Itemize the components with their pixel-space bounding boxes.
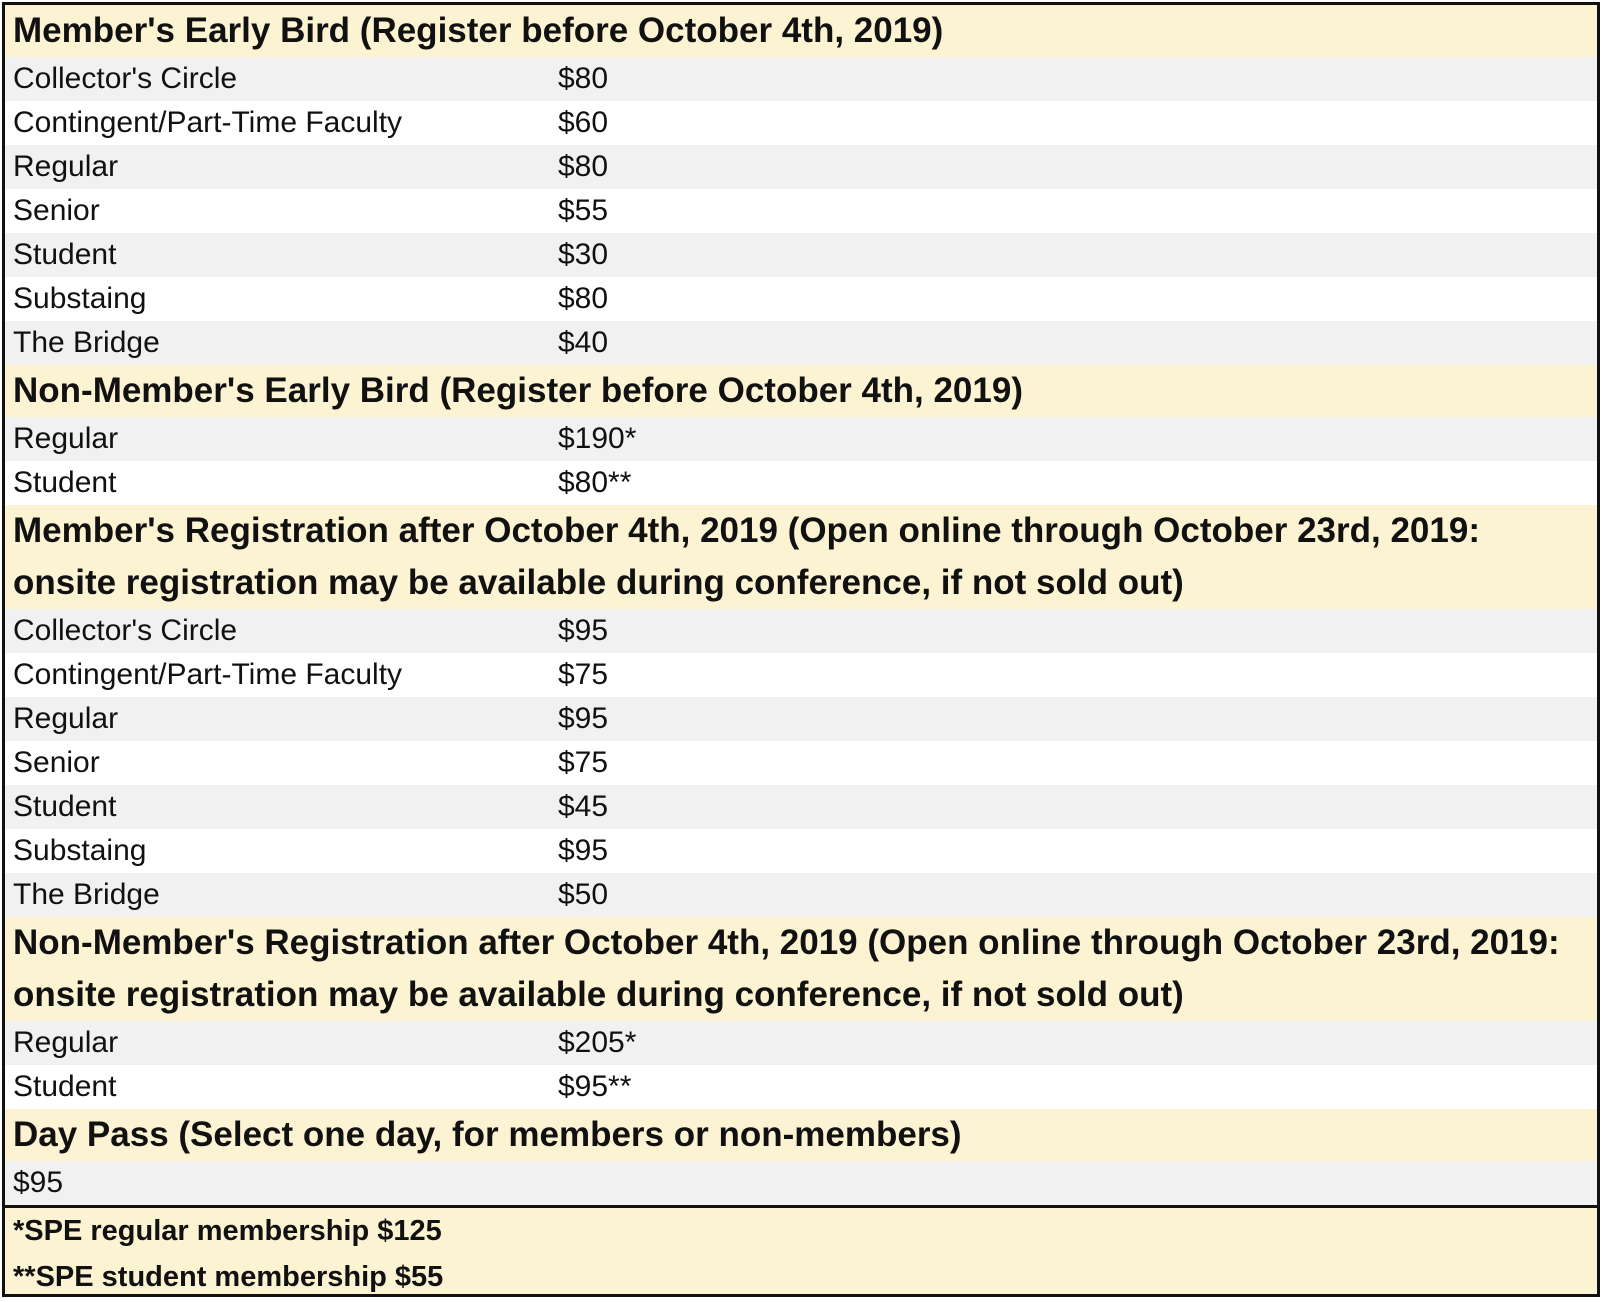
table-row [5,1065,1597,1109]
table-row [5,277,1597,321]
section-header-non-member-registration [5,917,1597,1021]
row-label: Regular [13,422,119,455]
section-header-member-registration [5,505,1597,609]
row-price: $75 [558,658,609,691]
table-row [5,785,1597,829]
table-row [5,101,1597,145]
table-row [5,741,1597,785]
row-price: $190* [558,422,637,455]
row-price: $55 [558,194,609,227]
row-price: $30 [558,238,609,271]
table-row [5,321,1597,365]
row-label: Contingent/Part-Time Faculty [13,658,403,691]
row-label: Collector's Circle [13,62,238,95]
section-header-line: onsite registration may be available during conference, if not sold out) [13,975,1184,1014]
table-row [5,609,1597,653]
row-price: $95 [558,614,609,647]
table-row [5,873,1597,917]
row-label: $95 [13,1166,64,1199]
table-row [5,189,1597,233]
row-price: $80 [558,282,609,315]
row-price: $80** [558,466,632,499]
row-label: Senior [13,194,100,227]
table-row [5,1021,1597,1065]
row-price: $80 [558,62,609,95]
row-label: Substaing [13,282,147,315]
row-price: $50 [558,878,609,911]
section-header-line: Member's Registration after October 4th, 2019 (Open online through October 23rd, 2019: [13,511,1480,550]
section-header-line: Non-Member's Registration after October 4th, 2019 (Open online through October 23rd, 2019: [13,923,1560,962]
row-label: The Bridge [13,326,160,359]
row-label: Collector's Circle [13,614,238,647]
row-label: Substaing [13,834,147,867]
section-header-non-member-early-bird: Non-Member's Early Bird (Register before October 4th, 2019) [5,365,1597,417]
table-row [5,417,1597,461]
footnotes [5,1205,1597,1297]
table-row [5,697,1597,741]
table-row [5,57,1597,101]
row-label: Student [13,790,117,823]
row-price: $80 [558,150,609,183]
row-label: Senior [13,746,100,779]
row-label: Regular [13,1026,119,1059]
row-price: $40 [558,326,609,359]
row-price: $95 [558,834,609,867]
section-header-member-early-bird: Member's Early Bird (Register before October 4th, 2019) [5,5,1597,57]
footnote-student-membership: **SPE student membership $55 [13,1261,444,1293]
table-row [5,829,1597,873]
row-label: The Bridge [13,878,160,911]
table-row [5,233,1597,277]
row-price: $205* [558,1026,637,1059]
row-label: Regular [13,702,119,735]
pricing-table [2,2,1600,1297]
table-row [5,653,1597,697]
table-row [5,1161,1597,1205]
row-label: Contingent/Part-Time Faculty [13,106,403,139]
table-row [5,461,1597,505]
row-label: Regular [13,150,119,183]
row-label: Student [13,466,117,499]
row-label: Student [13,238,117,271]
row-label: Student [13,1070,117,1103]
row-price: $95 [558,702,609,735]
section-header-day-pass: Day Pass (Select one day, for members or non-members) [5,1109,1597,1161]
row-price: $45 [558,790,609,823]
row-price: $95** [558,1070,632,1103]
section-header-line: onsite registration may be available during conference, if not sold out) [13,563,1184,602]
footnote-regular-membership: *SPE regular membership $125 [13,1215,442,1247]
row-price: $75 [558,746,609,779]
table-row [5,145,1597,189]
row-price: $60 [558,106,609,139]
